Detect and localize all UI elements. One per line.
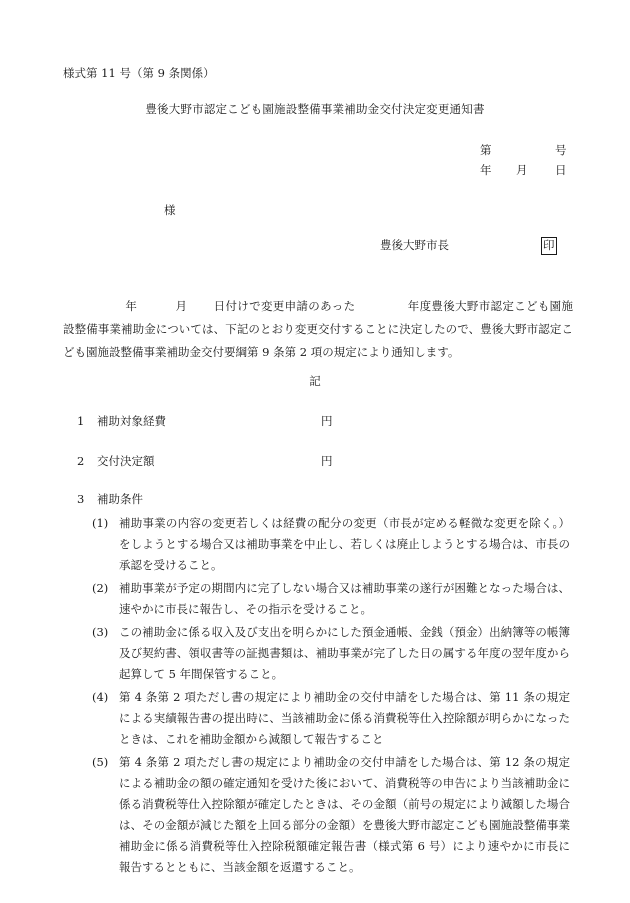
condition-number: (4) <box>92 690 109 704</box>
body-rest: 年度豊後大野市認定こども園施設整備事業補助金については、下記のとおり変更交付することに決定したので、豊後大野市認定こども園施設整備事業補助金交付要綱第 9 条第 2 項の規定により通知します。 <box>63 299 574 359</box>
condition-number: (2) <box>92 581 109 595</box>
condition-text: 補助事業の内容の変更若しくは経費の配分の変更（市長が定める軽微な変更を除く。）をしようとする場合又は補助事業を中止し、若しくは廃止しようとする場合は、市長の承認を受けること。 <box>119 516 570 572</box>
item-grant-amount <box>77 454 333 468</box>
item-unit: 円 <box>321 414 333 428</box>
date-year: 年 <box>480 163 492 177</box>
item-number: 2 <box>77 454 85 468</box>
body-year: 年 <box>125 299 138 313</box>
condition-item <box>92 578 570 620</box>
date-day: 日 <box>555 163 567 177</box>
condition-number: (5) <box>92 755 109 769</box>
addressee-suffix: 様 <box>164 203 176 217</box>
seal-mark <box>541 237 557 255</box>
doc-number-prefix: 第 <box>480 143 492 157</box>
condition-text: 補助事業が予定の期間内に完了しない場合又は補助事業の遂行が困難となった場合は、速やかに市長に報告し、その指示を受けること。 <box>119 581 570 616</box>
condition-text: 第 4 条第 2 項ただし書の規定により補助金の交付申請をした場合は、第 11 条の規定による実績報告書の提出時に、当該補助金に係る消費税等仕入控除額が明らかになったときは、これを補助金額から減額して報告すること <box>119 690 570 746</box>
doc-number-suffix: 号 <box>555 143 567 157</box>
seal-text: 印 <box>541 237 557 255</box>
item-label: 交付決定額 <box>97 454 155 468</box>
body-month: 月 <box>175 299 188 313</box>
item-unit: 円 <box>321 454 333 468</box>
condition-text: 第 4 条第 2 項ただし書の規定により補助金の交付申請をした場合は、第 12 条の規定による補助金の額の確定通知を受けた後において、消費税等の申告により当該補助金に係る消費税等仕入控除額が確定したときは、その金額（前号の規定により減額した場合は、その金額が減じた額を上回る部分の金額）を豊後大野市認定こども園施設整備事業補助金に係る消費税等仕入控除税額確定報告書（様式第 6 号）により速やかに市長に報告するとともに、当該金額を返還すること。 <box>119 755 570 874</box>
document-title: 豊後大野市認定こども園施設整備事業補助金交付決定変更通知書 <box>145 102 485 116</box>
condition-item <box>92 513 570 576</box>
sender-name: 豊後大野市長 <box>380 238 449 252</box>
condition-number: (1) <box>92 516 109 530</box>
condition-text: この補助金に係る収入及び支出を明らかにした預金通帳、金銭（預金）出納簿等の帳簿及び契約書、領収書等の証拠書類は、補助事業が完了した日の属する年度の翌年度から起算して 5 年間保管すること。 <box>119 625 570 681</box>
conditions-list <box>92 513 570 880</box>
item-label: 補助対象経費 <box>97 414 166 428</box>
ki-heading: 記 <box>309 374 321 388</box>
condition-number: (3) <box>92 625 109 639</box>
item-number: 3 <box>77 492 85 506</box>
item-label: 補助条件 <box>97 492 143 506</box>
date-month: 月 <box>516 163 528 177</box>
condition-item <box>92 687 570 750</box>
body-day-text: 日付けで変更申請のあった <box>213 299 356 313</box>
condition-item <box>92 622 570 685</box>
item-number: 1 <box>77 414 85 428</box>
item-conditions-heading <box>77 494 143 506</box>
item-subsidy-cost <box>77 414 333 428</box>
body-paragraph <box>63 295 573 364</box>
condition-item <box>92 752 570 878</box>
form-number: 様式第 11 号（第 9 条関係） <box>63 66 215 80</box>
